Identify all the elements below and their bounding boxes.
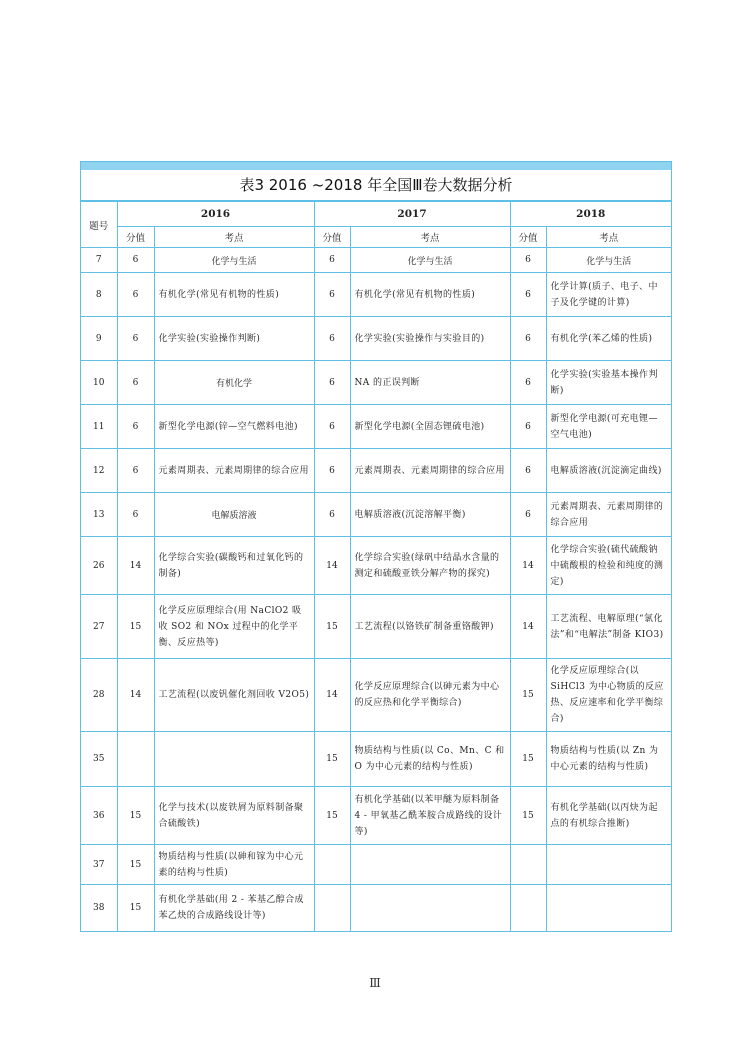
topic-2018: 有机化学基础(以丙炔为起点的有机综合推断) <box>546 787 671 845</box>
score-2016: 6 <box>117 248 154 273</box>
question-no: 13 <box>81 493 117 537</box>
topic-2017: 化学反应原理综合(以砷元素为中心的反应热和化学平衡综合) <box>350 659 510 732</box>
header-year-2018: 2018 <box>510 202 671 227</box>
table-row <box>81 405 671 449</box>
topic-2017: 新型化学电源(全固态锂硫电池) <box>350 405 510 449</box>
question-no: 12 <box>81 449 117 493</box>
header-question-no: 题号 <box>81 202 117 248</box>
topic-2017: 元素周期表、元素周期律的综合应用 <box>350 449 510 493</box>
topic-2018: 有机化学(苯乙烯的性质) <box>546 317 671 361</box>
topic-2018 <box>546 885 671 931</box>
score-2018: 15 <box>510 732 546 787</box>
table-row <box>81 537 671 595</box>
header-year-2017: 2017 <box>314 202 510 227</box>
score-2018 <box>510 885 546 931</box>
table-row <box>81 659 671 732</box>
question-no: 28 <box>81 659 117 732</box>
score-2017 <box>314 845 350 885</box>
topic-2016: 有机化学 <box>154 361 314 405</box>
score-2016: 6 <box>117 493 154 537</box>
score-2018: 6 <box>510 317 546 361</box>
topic-2016: 物质结构与性质(以砷和镓为中心元素的结构与性质) <box>154 845 314 885</box>
topic-2018: 化学反应原理综合(以 SiHCl3 为中心物质的反应热、反应速率和化学平衡综合) <box>546 659 671 732</box>
question-no: 35 <box>81 732 117 787</box>
header-score-2018: 分值 <box>510 227 546 248</box>
topic-2016: 化学综合实验(碳酸钙和过氧化钙的制备) <box>154 537 314 595</box>
header-year-2016: 2016 <box>117 202 314 227</box>
table-frame <box>80 161 672 932</box>
score-2017: 6 <box>314 405 350 449</box>
question-no: 36 <box>81 787 117 845</box>
score-2016: 6 <box>117 449 154 493</box>
score-2016: 6 <box>117 361 154 405</box>
table-row <box>81 845 671 885</box>
table-row <box>81 361 671 405</box>
topic-2018 <box>546 845 671 885</box>
question-no: 8 <box>81 273 117 317</box>
topic-2018: 电解质溶液(沉淀滴定曲线) <box>546 449 671 493</box>
topic-2016: 工艺流程(以废钒催化剂回收 V2O5) <box>154 659 314 732</box>
score-2017: 15 <box>314 732 350 787</box>
topic-2016: 电解质溶液 <box>154 493 314 537</box>
score-2017: 6 <box>314 361 350 405</box>
table-row <box>81 273 671 317</box>
topic-2016: 化学与生活 <box>154 248 314 273</box>
top-accent-bar <box>81 162 671 170</box>
topic-2017: 有机化学基础(以苯甲醚为原料制备 4 - 甲氧基乙酰苯胺合成路线的设计等) <box>350 787 510 845</box>
score-2017: 15 <box>314 595 350 659</box>
score-2017: 14 <box>314 537 350 595</box>
score-2016: 6 <box>117 317 154 361</box>
table-row <box>81 449 671 493</box>
score-2018 <box>510 845 546 885</box>
topic-2018: 新型化学电源(可充电锂—空气电池) <box>546 405 671 449</box>
topic-2016 <box>154 732 314 787</box>
score-2017: 6 <box>314 317 350 361</box>
topic-2016: 化学实验(实验操作判断) <box>154 317 314 361</box>
topic-2016: 新型化学电源(锌—空气燃料电池) <box>154 405 314 449</box>
topic-2017: 电解质溶液(沉淀溶解平衡) <box>350 493 510 537</box>
header-score-2017: 分值 <box>314 227 350 248</box>
score-2018: 15 <box>510 659 546 732</box>
header-topic-2017: 考点 <box>350 227 510 248</box>
topic-2018: 物质结构与性质(以 Zn 为中心元素的结构与性质) <box>546 732 671 787</box>
score-2017: 6 <box>314 273 350 317</box>
question-no: 10 <box>81 361 117 405</box>
score-2016: 14 <box>117 537 154 595</box>
score-2018: 6 <box>510 273 546 317</box>
score-2018: 14 <box>510 595 546 659</box>
topic-2018: 工艺流程、电解原理(“氯化法”和“电解法”制备 KIO3) <box>546 595 671 659</box>
question-no: 37 <box>81 845 117 885</box>
topic-2018: 化学与生活 <box>546 248 671 273</box>
question-no: 26 <box>81 537 117 595</box>
table-row <box>81 493 671 537</box>
score-2016: 6 <box>117 405 154 449</box>
header-score-2016: 分值 <box>117 227 154 248</box>
score-2016: 15 <box>117 595 154 659</box>
topic-2018: 化学计算(质子、电子、中子及化学键的计算) <box>546 273 671 317</box>
score-2018: 6 <box>510 449 546 493</box>
question-no: 27 <box>81 595 117 659</box>
page-number: Ⅲ <box>369 976 381 990</box>
score-2018: 6 <box>510 248 546 273</box>
score-2016: 14 <box>117 659 154 732</box>
table-row <box>81 248 671 273</box>
topic-2017: 工艺流程(以铬铁矿制备重铬酸钾) <box>350 595 510 659</box>
table-row <box>81 317 671 361</box>
score-2018: 6 <box>510 361 546 405</box>
topic-2016: 元素周期表、元素周期律的综合应用 <box>154 449 314 493</box>
score-2017 <box>314 885 350 931</box>
score-2018: 6 <box>510 405 546 449</box>
score-2018: 14 <box>510 537 546 595</box>
topic-2018: 元素周期表、元素周期律的综合应用 <box>546 493 671 537</box>
topic-2017 <box>350 845 510 885</box>
table-row <box>81 787 671 845</box>
topic-2016: 化学反应原理综合(用 NaClO2 吸收 SO2 和 NOx 过程中的化学平衡、反应热等) <box>154 595 314 659</box>
topic-2017: NA 的正误判断 <box>350 361 510 405</box>
question-no: 9 <box>81 317 117 361</box>
topic-2016: 有机化学基础(用 2 - 苯基乙醇合成苯乙炔的合成路线设计等) <box>154 885 314 931</box>
question-no: 7 <box>81 248 117 273</box>
table-row <box>81 885 671 931</box>
data-table <box>81 201 671 931</box>
header-topic-2016: 考点 <box>154 227 314 248</box>
topic-2016: 有机化学(常见有机物的性质) <box>154 273 314 317</box>
score-2017: 6 <box>314 493 350 537</box>
score-2016: 15 <box>117 885 154 931</box>
topic-2017 <box>350 885 510 931</box>
score-2016 <box>117 732 154 787</box>
topic-2017: 物质结构与性质(以 Co、Mn、C 和 O 为中心元素的结构与性质) <box>350 732 510 787</box>
topic-2016: 化学与技术(以废铁屑为原料制备聚合硫酸铁) <box>154 787 314 845</box>
score-2018: 15 <box>510 787 546 845</box>
topic-2018: 化学实验(实验基本操作判断) <box>546 361 671 405</box>
question-no: 38 <box>81 885 117 931</box>
header-topic-2018: 考点 <box>546 227 671 248</box>
score-2016: 15 <box>117 787 154 845</box>
score-2017: 6 <box>314 248 350 273</box>
score-2016: 6 <box>117 273 154 317</box>
score-2018: 6 <box>510 493 546 537</box>
score-2017: 14 <box>314 659 350 732</box>
table-row <box>81 732 671 787</box>
topic-2017: 化学综合实验(绿矾中结晶水含量的测定和硫酸亚铁分解产物的探究) <box>350 537 510 595</box>
topic-2017: 化学实验(实验操作与实验目的) <box>350 317 510 361</box>
topic-2017: 有机化学(常见有机物的性质) <box>350 273 510 317</box>
topic-2017: 化学与生活 <box>350 248 510 273</box>
table-title: 表3 2016 ~2018 年全国Ⅲ卷大数据分析 <box>81 170 671 201</box>
table-row <box>81 595 671 659</box>
score-2017: 15 <box>314 787 350 845</box>
score-2017: 6 <box>314 449 350 493</box>
question-no: 11 <box>81 405 117 449</box>
score-2016: 15 <box>117 845 154 885</box>
topic-2018: 化学综合实验(硫代硫酸钠中硫酸根的检验和纯度的测定) <box>546 537 671 595</box>
